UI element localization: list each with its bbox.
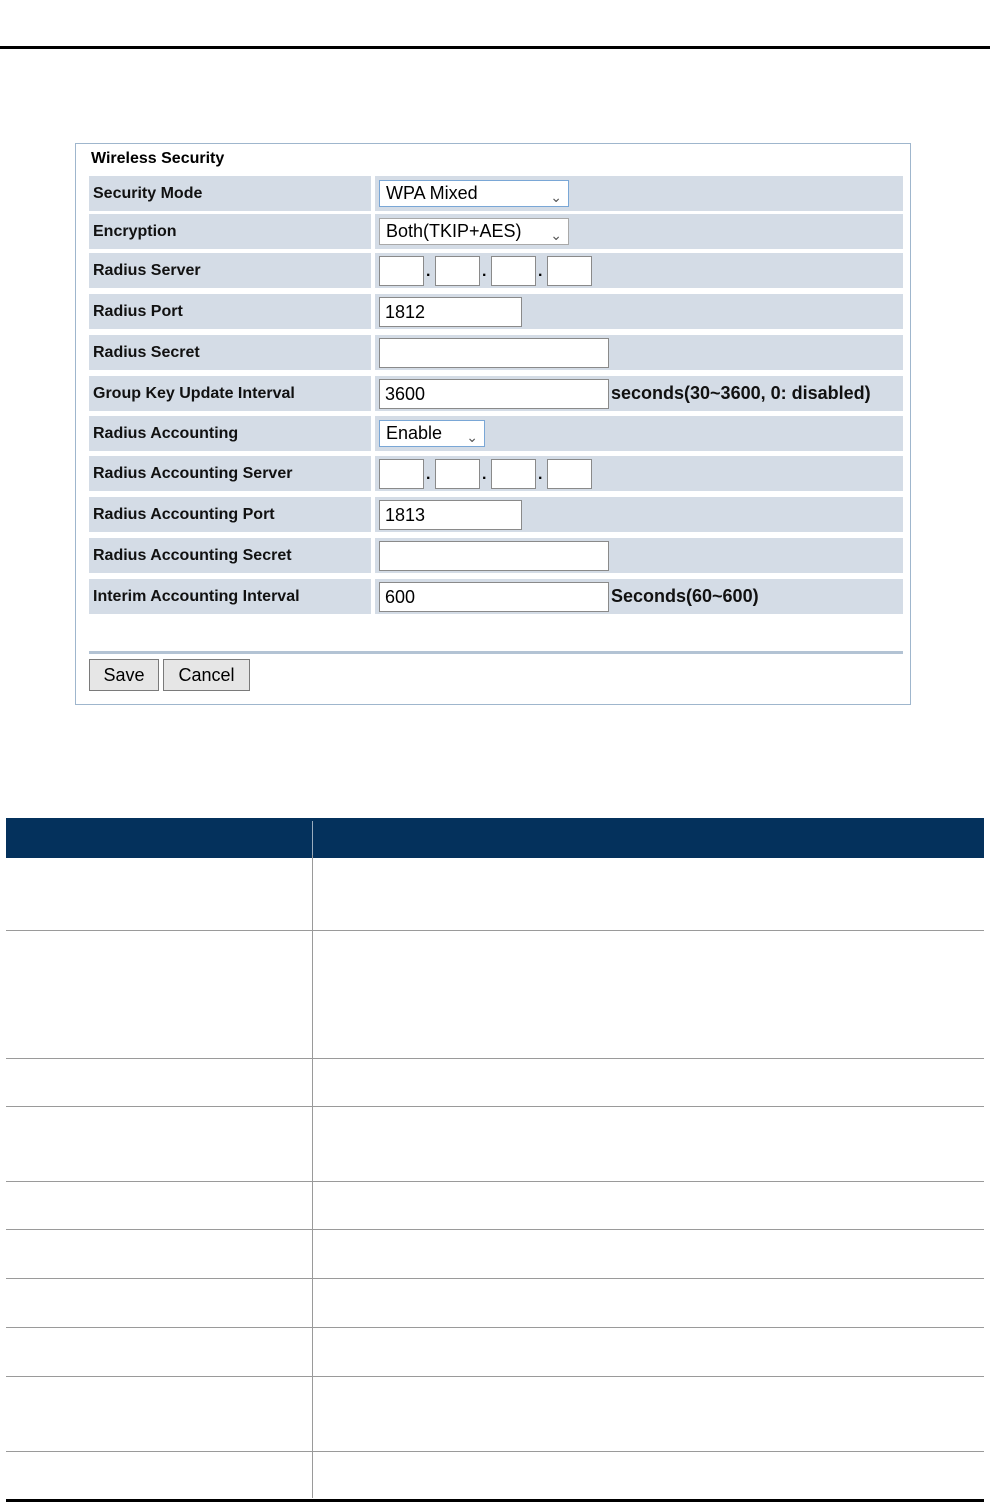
- table-row: [6, 1279, 984, 1328]
- ip-dot: .: [482, 263, 487, 280]
- acct-server-label: Radius Accounting Server: [89, 456, 371, 491]
- group-key-input[interactable]: 3600: [379, 379, 609, 409]
- acct-secret-row: [89, 538, 903, 573]
- radius-server-label: Radius Server: [89, 253, 371, 288]
- radius-port-label: Radius Port: [89, 294, 371, 329]
- radius-accounting-row: [89, 416, 903, 451]
- interim-row: [89, 579, 903, 614]
- table-row: [6, 855, 984, 931]
- wireless-security-panel: [75, 143, 911, 705]
- table-row: [6, 1182, 984, 1230]
- chevron-down-icon: ⌄: [466, 429, 478, 445]
- encryption-select[interactable]: [379, 218, 569, 245]
- interim-input[interactable]: 600: [379, 582, 609, 612]
- group-key-label: Group Key Update Interval: [89, 376, 371, 411]
- acct-port-row: [89, 497, 903, 532]
- radius-secret-row: [89, 335, 903, 370]
- ip-dot: .: [482, 466, 487, 483]
- security-mode-select[interactable]: [379, 180, 569, 207]
- ip-dot: .: [426, 466, 431, 483]
- table-row: [6, 1059, 984, 1107]
- radius-server-octet-2[interactable]: [435, 256, 480, 286]
- table-row: [6, 1230, 984, 1279]
- acct-server-octet-4[interactable]: [547, 459, 592, 489]
- radius-server-row: [89, 253, 903, 288]
- acct-server-octet-3[interactable]: [491, 459, 536, 489]
- cancel-button[interactable]: Cancel: [163, 659, 250, 691]
- encryption-label: Encryption: [89, 214, 371, 249]
- acct-secret-label: Radius Accounting Secret: [89, 538, 371, 573]
- radius-secret-label: Radius Secret: [89, 335, 371, 370]
- acct-server-octet-2[interactable]: [435, 459, 480, 489]
- button-separator: [89, 651, 903, 654]
- radius-accounting-value: Enable: [386, 423, 443, 443]
- table-row: [6, 1107, 984, 1182]
- group-key-row: [89, 376, 903, 411]
- group-key-hint: seconds(30~3600, 0: disabled): [611, 383, 871, 403]
- interim-label: Interim Accounting Interval: [89, 579, 371, 614]
- encryption-value: Both(TKIP+AES): [386, 221, 522, 241]
- acct-port-input[interactable]: 1813: [379, 500, 522, 530]
- security-mode-label: Security Mode: [89, 176, 371, 211]
- table-row: [6, 1328, 984, 1377]
- acct-secret-input[interactable]: [379, 541, 609, 571]
- radius-server-octet-3[interactable]: [491, 256, 536, 286]
- acct-port-label: Radius Accounting Port: [89, 497, 371, 532]
- security-mode-value: WPA Mixed: [386, 183, 478, 203]
- panel-title: Wireless Security: [91, 150, 225, 167]
- interim-hint: Seconds(60~600): [611, 586, 759, 606]
- radius-port-row: [89, 294, 903, 329]
- acct-server-octet-1[interactable]: [379, 459, 424, 489]
- table-bottom-rule: [6, 1499, 984, 1502]
- ip-dot: .: [538, 263, 543, 280]
- ip-dot: .: [426, 263, 431, 280]
- radius-port-input[interactable]: 1812: [379, 297, 522, 327]
- table-row: [6, 1377, 984, 1452]
- table-row: [6, 1452, 984, 1498]
- save-button[interactable]: Save: [89, 659, 159, 691]
- page-header-rule: [0, 46, 990, 49]
- ip-dot: .: [538, 466, 543, 483]
- radius-server-octet-1[interactable]: [379, 256, 424, 286]
- radius-server-octet-4[interactable]: [547, 256, 592, 286]
- chevron-down-icon: ⌄: [550, 189, 562, 205]
- table-row: [6, 931, 984, 1059]
- radius-secret-input[interactable]: [379, 338, 609, 368]
- table-header: [6, 818, 984, 858]
- radius-accounting-label: Radius Accounting: [89, 416, 371, 451]
- security-mode-row: [89, 176, 903, 211]
- chevron-down-icon: ⌄: [550, 227, 562, 243]
- encryption-row: [89, 214, 903, 249]
- radius-accounting-select[interactable]: [379, 420, 485, 447]
- acct-server-row: [89, 456, 903, 491]
